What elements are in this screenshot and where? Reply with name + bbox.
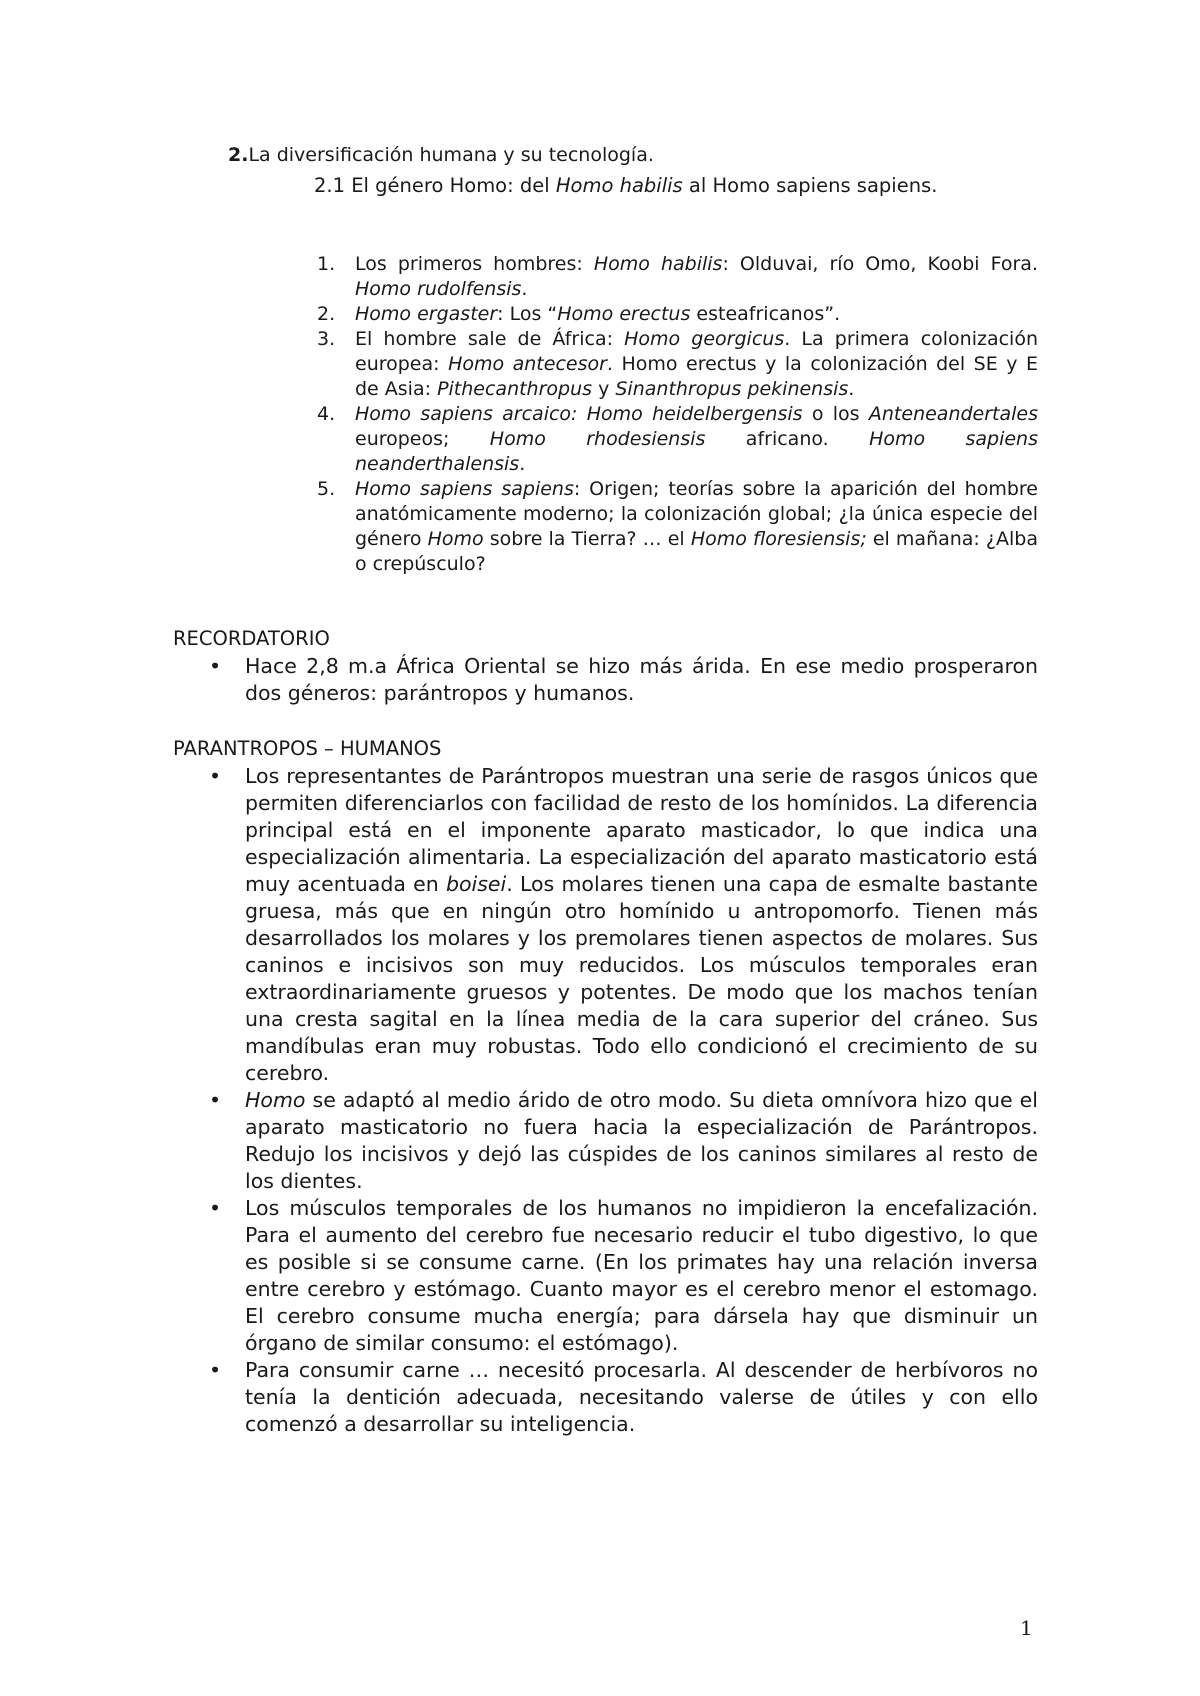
section-heading bbox=[228, 143, 1038, 168]
parantropos-item-1: • Los representantes de Parántropos muestran una serie de rasgos únicos que permiten diferenciarlos con facilidad de resto de los homínidos. La diferencia principal está en el imponente aparato masticador, lo que indica una especialización alimentaria. La especialización del aparato masticatorio está muy acentuada en boisei. Los molares tienen una capa de esmalte bastante gruesa, más que en ningún otro homínido u antropomorfo. Tienen más desarrollados los molares y los premolares tienen aspectos de molares. Sus caninos e incisivos son muy reducidos. Los músculos temporales eran extraordinariamente gruesos y potentes. De modo que los machos tenían una cresta sagital en la línea media de la cara superior del cráneo. Sus mandíbulas eran muy robustas. Todo ello condicionó el crecimiento de su cerebro. bbox=[209, 764, 1038, 1085]
page-number: 1 bbox=[1020, 1616, 1033, 1640]
bullet-dot: • bbox=[209, 1088, 222, 1112]
topic-item-2: 2. Homo ergaster: Los “Homo erectus esteafricanos”. bbox=[317, 303, 841, 325]
subsection-text-end: al Homo sapiens sapiens. bbox=[682, 174, 938, 197]
item-number: 2. bbox=[317, 303, 336, 325]
topic-item-4: 4. Homo sapiens arcaico: Homo heidelbergensis o los Anteneandertales europeos; Homo rhodesiensis africano. Homo sapiens neanderthalensis. bbox=[317, 403, 1039, 475]
item-number: 5. bbox=[317, 478, 336, 500]
parantropos-list bbox=[173, 763, 1038, 1438]
subsection-text: 2.1 El género Homo: del bbox=[314, 174, 556, 197]
parantropos-item-4: • Para consumir carne … necesitó procesarla. Al descender de herbívoros no tenía la dentición adecuada, necesitando valerse de útiles y con ello comenzó a desarrollar su inteligencia. bbox=[209, 1358, 1038, 1436]
topic-item-1: 1. Los primeros hombres: Homo habilis: Olduvai, río Omo, Koobi Fora. Homo rudolfensis. bbox=[317, 253, 1038, 300]
item-number: 3. bbox=[317, 328, 336, 350]
section-title: La diversificación humana y su tecnología. bbox=[248, 144, 654, 166]
parantropos-item-2: • Homo se adaptó al medio árido de otro modo. Su dieta omnívora hizo que el aparato masticatorio no fuera hacia la especialización de Parántropos. Redujo los incisivos y dejó las cúspides de los caninos similares al resto de los dientes. bbox=[209, 1088, 1038, 1193]
item-number: 4. bbox=[317, 403, 336, 425]
section-number: 2. bbox=[228, 144, 249, 166]
recordatorio-list bbox=[173, 653, 1038, 707]
topic-item-3: 3. El hombre sale de África: Homo georgicus. La primera colonización europea: Homo antecesor. Homo erectus y la colonización del SE y E de Asia: Pithecanthropus y Sinanthropus pekinensis. bbox=[317, 328, 1038, 400]
parantropos-item-3: • Los músculos temporales de los humanos no impidieron la encefalización. Para el aumento del cerebro fue necesario reducir el tubo digestivo, lo que es posible si se consume carne. (En los primates hay una relación inversa entre cerebro y estómago. Cuanto mayor es el cerebro menor el estomago. El cerebro consume mucha energía; para dársela hay que disminuir un órgano de similar consumo: el estómago). bbox=[209, 1196, 1038, 1355]
bullet-dot: • bbox=[209, 1358, 222, 1382]
recordatorio-item: • Hace 2,8 m.a África Oriental se hizo más árida. En ese medio prosperaron dos géneros: parántropos y humanos. bbox=[209, 654, 1038, 705]
subsection-italic: Homo habilis bbox=[555, 174, 683, 197]
topic-item-5: 5. Homo sapiens sapiens: Origen; teorías sobre la aparición del hombre anatómicamente moderno; la colonización global; ¿la única especie del género Homo sobre la Tierra? … el Homo floresiensis; el mañana: ¿Alba o crepúsculo? bbox=[317, 478, 1038, 575]
bullet-dot: • bbox=[209, 1196, 222, 1220]
parantropos-title: PARANTROPOS – HUMANOS bbox=[173, 737, 442, 760]
bullet-dot: • bbox=[209, 654, 222, 678]
topic-list bbox=[300, 252, 1038, 577]
item-number: 1. bbox=[317, 253, 336, 275]
bullet-dot: • bbox=[209, 764, 222, 788]
recordatorio-title: RECORDATORIO bbox=[173, 627, 330, 650]
subsection-heading bbox=[228, 172, 1038, 199]
